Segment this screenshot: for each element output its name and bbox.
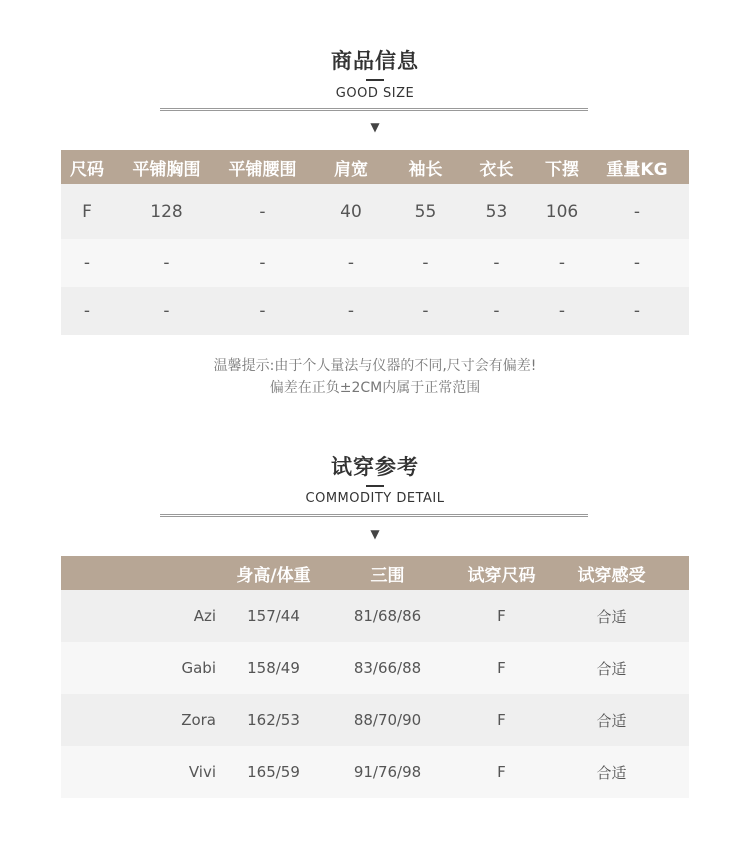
table-cell: 合适	[559, 746, 664, 798]
fitting-table-header	[61, 556, 689, 590]
table-cell: -	[113, 239, 220, 287]
size-table-header	[61, 150, 689, 184]
model-name: Zora	[61, 694, 216, 746]
table-cell: -	[454, 239, 539, 287]
table-cell: -	[585, 239, 689, 287]
size-tip-line2: 偏差在正负±2CM内属于正常范围	[269, 380, 481, 396]
table-cell: 128	[113, 184, 220, 239]
table-cell: -	[220, 239, 305, 287]
table-cell: -	[585, 184, 689, 239]
table-row	[61, 590, 689, 642]
size-tip-line1: 温馨提示:由于个人量法与仪器的不同,尺寸会有偏差!	[213, 358, 537, 374]
table-cell: -	[305, 287, 397, 335]
fitting-table	[61, 556, 689, 798]
table-cell: F	[444, 746, 559, 798]
table-row	[61, 184, 689, 239]
fitting-subtitle: COMMODITY DETAIL	[305, 491, 445, 506]
table-cell: -	[397, 239, 454, 287]
table-cell: 165/59	[216, 746, 331, 798]
fitting-header-cell: 三围	[331, 556, 444, 590]
table-cell: -	[539, 239, 585, 287]
table-cell: 106	[539, 184, 585, 239]
down-arrow-icon: ▼	[370, 527, 380, 541]
row-spacer	[664, 694, 689, 746]
table-cell: 157/44	[216, 590, 331, 642]
size-header-cell: 肩宽	[305, 150, 397, 184]
table-row	[61, 642, 689, 694]
table-cell: 53	[454, 184, 539, 239]
table-cell: 88/70/90	[331, 694, 444, 746]
table-cell: F	[61, 184, 113, 239]
table-cell: F	[444, 590, 559, 642]
fitting-header-cell: 身高/体重	[216, 556, 331, 590]
size-table	[61, 150, 689, 335]
table-cell: 81/68/86	[331, 590, 444, 642]
size-header-cell: 平铺胸围	[113, 150, 220, 184]
model-name: Vivi	[61, 746, 216, 798]
fitting-title-bar	[366, 485, 384, 487]
table-cell: -	[113, 287, 220, 335]
row-spacer	[664, 590, 689, 642]
table-row	[61, 746, 689, 798]
fitting-header-cell	[61, 556, 216, 590]
table-cell: -	[220, 287, 305, 335]
size-header-cell: 尺码	[61, 150, 113, 184]
goods-subtitle: GOOD SIZE	[335, 86, 415, 101]
table-cell: 合适	[559, 642, 664, 694]
table-cell: F	[444, 642, 559, 694]
table-cell: -	[454, 287, 539, 335]
model-name: Gabi	[61, 642, 216, 694]
table-row	[61, 239, 689, 287]
goods-title: 商品信息	[331, 49, 419, 73]
row-spacer	[664, 642, 689, 694]
size-header-cell: 袖长	[397, 150, 454, 184]
model-name: Azi	[61, 590, 216, 642]
fitting-header-spacer	[664, 556, 689, 590]
size-header-cell: 下摆	[539, 150, 585, 184]
table-cell: -	[305, 239, 397, 287]
down-arrow-icon: ▼	[370, 120, 380, 134]
table-cell: 83/66/88	[331, 642, 444, 694]
fitting-header-cell: 试穿尺码	[444, 556, 559, 590]
table-cell: 40	[305, 184, 397, 239]
table-cell: -	[220, 184, 305, 239]
table-cell: 合适	[559, 694, 664, 746]
size-header-cell: 重量KG	[585, 150, 689, 184]
table-row	[61, 287, 689, 335]
fitting-divider	[160, 514, 588, 517]
size-header-cell: 平铺腰围	[220, 150, 305, 184]
row-spacer	[664, 746, 689, 798]
table-cell: -	[61, 239, 113, 287]
table-row	[61, 694, 689, 746]
fitting-header-cell: 试穿感受	[559, 556, 664, 590]
table-cell: 162/53	[216, 694, 331, 746]
table-cell: -	[61, 287, 113, 335]
size-header-cell: 衣长	[454, 150, 539, 184]
goods-divider	[160, 108, 588, 111]
table-cell: -	[397, 287, 454, 335]
goods-title-bar	[366, 79, 384, 81]
fitting-title: 试穿参考	[331, 455, 419, 479]
table-cell: 55	[397, 184, 454, 239]
table-cell: 合适	[559, 590, 664, 642]
table-cell: -	[539, 287, 585, 335]
table-cell: F	[444, 694, 559, 746]
table-cell: -	[585, 287, 689, 335]
table-cell: 158/49	[216, 642, 331, 694]
table-cell: 91/76/98	[331, 746, 444, 798]
